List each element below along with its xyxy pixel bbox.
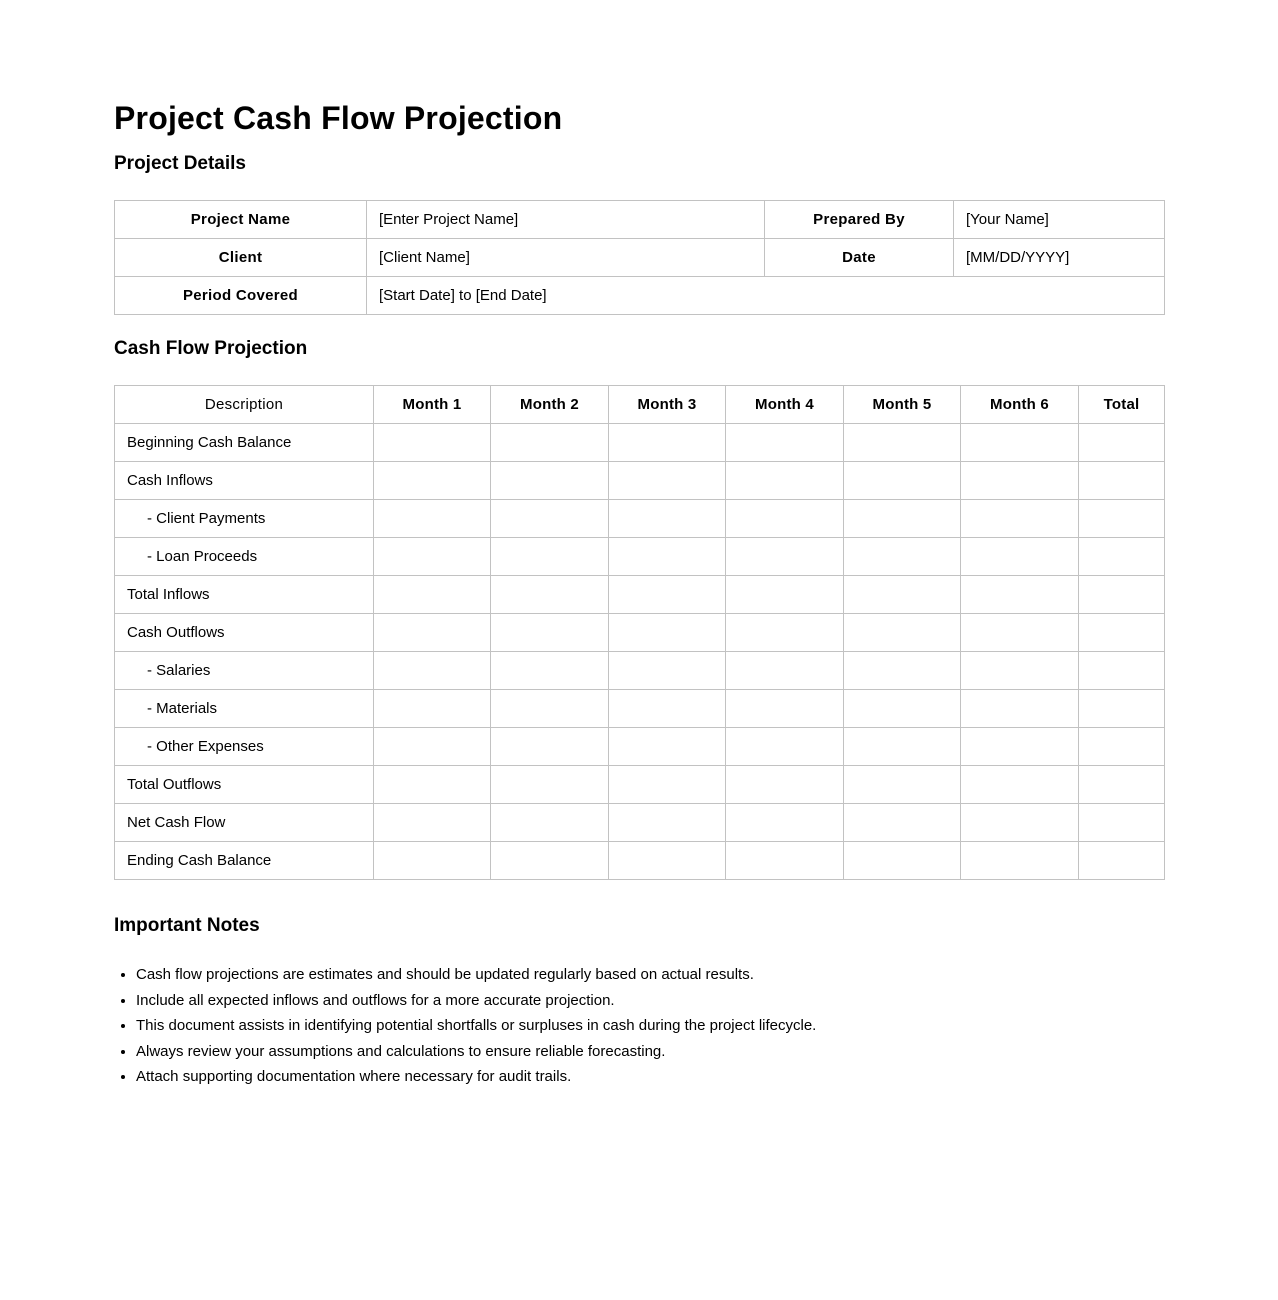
table-row [115, 728, 1165, 766]
value-cell[interactable] [961, 728, 1079, 766]
row-label: Total Inflows [115, 576, 374, 614]
value-cell[interactable] [374, 728, 491, 766]
value-cell[interactable] [1079, 690, 1165, 728]
value-cell[interactable] [374, 652, 491, 690]
column-header-month-5: Month 5 [844, 386, 961, 424]
table-row [115, 538, 1165, 576]
value-cell[interactable] [374, 576, 491, 614]
value-cell[interactable] [609, 538, 726, 576]
value-cell[interactable] [491, 804, 609, 842]
value-cell[interactable] [726, 500, 844, 538]
client-value[interactable]: [Client Name] [367, 239, 765, 277]
value-cell[interactable] [1079, 766, 1165, 804]
value-cell[interactable] [491, 614, 609, 652]
value-cell[interactable] [374, 842, 491, 880]
value-cell[interactable] [961, 766, 1079, 804]
row-label: - Client Payments [115, 500, 374, 538]
period-covered-label: Period Covered [115, 277, 367, 315]
value-cell[interactable] [1079, 804, 1165, 842]
table-row [115, 690, 1165, 728]
value-cell[interactable] [374, 538, 491, 576]
value-cell[interactable] [1079, 576, 1165, 614]
value-cell[interactable] [491, 690, 609, 728]
value-cell[interactable] [726, 424, 844, 462]
value-cell[interactable] [726, 842, 844, 880]
value-cell[interactable] [844, 424, 961, 462]
value-cell[interactable] [609, 728, 726, 766]
list-item: • Always review your assumptions and calculations to ensure reliable forecasting. [136, 1039, 1164, 1065]
value-cell[interactable] [609, 690, 726, 728]
client-label: Client [115, 239, 367, 277]
value-cell[interactable] [1079, 842, 1165, 880]
cash-flow-table [114, 385, 1165, 880]
value-cell[interactable] [961, 652, 1079, 690]
row-label: - Loan Proceeds [115, 538, 374, 576]
table-row [115, 462, 1165, 500]
notes-list [114, 962, 1164, 1090]
value-cell[interactable] [609, 766, 726, 804]
value-cell[interactable] [491, 538, 609, 576]
date-label: Date [765, 239, 954, 277]
row-label: Beginning Cash Balance [115, 424, 374, 462]
value-cell[interactable] [491, 728, 609, 766]
column-header-month-3: Month 3 [609, 386, 726, 424]
project-details-table [114, 200, 1165, 315]
column-header-description: Description [115, 386, 374, 424]
value-cell[interactable] [609, 576, 726, 614]
value-cell[interactable] [491, 500, 609, 538]
date-value[interactable]: [MM/DD/YYYY] [954, 239, 1165, 277]
value-cell[interactable] [844, 728, 961, 766]
value-cell[interactable] [844, 842, 961, 880]
value-cell[interactable] [844, 614, 961, 652]
value-cell[interactable] [374, 500, 491, 538]
value-cell[interactable] [844, 652, 961, 690]
value-cell[interactable] [1079, 614, 1165, 652]
value-cell[interactable] [609, 652, 726, 690]
value-cell[interactable] [961, 804, 1079, 842]
cash-flow-header-row [115, 386, 1165, 424]
value-cell[interactable] [961, 424, 1079, 462]
table-row [115, 766, 1165, 804]
row-label: Cash Outflows [115, 614, 374, 652]
value-cell[interactable] [374, 462, 491, 500]
value-cell[interactable] [374, 766, 491, 804]
value-cell[interactable] [961, 690, 1079, 728]
value-cell[interactable] [726, 690, 844, 728]
value-cell[interactable] [374, 690, 491, 728]
value-cell[interactable] [1079, 538, 1165, 576]
value-cell[interactable] [726, 614, 844, 652]
details-row-client [115, 239, 1165, 277]
value-cell[interactable] [374, 804, 491, 842]
value-cell[interactable] [726, 576, 844, 614]
value-cell[interactable] [491, 462, 609, 500]
value-cell[interactable] [1079, 500, 1165, 538]
cash-flow-heading: Cash Flow Projection [114, 338, 308, 359]
project-name-value[interactable]: [Enter Project Name] [367, 201, 765, 239]
row-label: Net Cash Flow [115, 804, 374, 842]
value-cell[interactable] [1079, 424, 1165, 462]
value-cell[interactable] [609, 500, 726, 538]
value-cell[interactable] [844, 500, 961, 538]
value-cell[interactable] [726, 538, 844, 576]
value-cell[interactable] [609, 614, 726, 652]
list-item: • Attach supporting documentation where necessary for audit trails. [136, 1064, 1164, 1090]
value-cell[interactable] [844, 462, 961, 500]
value-cell[interactable] [961, 462, 1079, 500]
value-cell[interactable] [609, 842, 726, 880]
value-cell[interactable] [491, 842, 609, 880]
value-cell[interactable] [1079, 652, 1165, 690]
row-label: - Other Expenses [115, 728, 374, 766]
value-cell[interactable] [374, 424, 491, 462]
row-label: Ending Cash Balance [115, 842, 374, 880]
value-cell[interactable] [1079, 462, 1165, 500]
value-cell[interactable] [844, 766, 961, 804]
table-row [115, 424, 1165, 462]
list-item: • Include all expected inflows and outflows for a more accurate projection. [136, 988, 1164, 1014]
value-cell[interactable] [374, 614, 491, 652]
table-row [115, 614, 1165, 652]
project-name-label: Project Name [115, 201, 367, 239]
value-cell[interactable] [491, 652, 609, 690]
list-item: • This document assists in identifying potential shortfalls or surpluses in cash during the project lifecycle. [136, 1013, 1164, 1039]
period-covered-value[interactable]: [Start Date] to [End Date] [367, 277, 1165, 315]
value-cell[interactable] [844, 576, 961, 614]
value-cell[interactable] [609, 804, 726, 842]
table-row [115, 576, 1165, 614]
value-cell[interactable] [961, 576, 1079, 614]
table-row [115, 804, 1165, 842]
value-cell[interactable] [961, 842, 1079, 880]
table-row [115, 652, 1165, 690]
details-row-project-name [115, 201, 1165, 239]
value-cell[interactable] [609, 424, 726, 462]
value-cell[interactable] [1079, 728, 1165, 766]
page-title: Project Cash Flow Projection [114, 100, 563, 136]
value-cell[interactable] [961, 614, 1079, 652]
row-label: - Materials [115, 690, 374, 728]
value-cell[interactable] [491, 576, 609, 614]
value-cell[interactable] [726, 652, 844, 690]
column-header-month-1: Month 1 [374, 386, 491, 424]
value-cell[interactable] [491, 766, 609, 804]
project-details-heading: Project Details [114, 153, 246, 174]
important-notes-heading: Important Notes [114, 915, 260, 936]
row-label: Total Outflows [115, 766, 374, 804]
table-row [115, 500, 1165, 538]
row-label: Cash Inflows [115, 462, 374, 500]
value-cell[interactable] [726, 462, 844, 500]
value-cell[interactable] [726, 766, 844, 804]
list-item: • Cash flow projections are estimates and should be updated regularly based on actual results. [136, 962, 1164, 988]
column-header-month-6: Month 6 [961, 386, 1079, 424]
prepared-by-value[interactable]: [Your Name] [954, 201, 1165, 239]
row-label: - Salaries [115, 652, 374, 690]
value-cell[interactable] [726, 728, 844, 766]
details-row-period [115, 277, 1165, 315]
value-cell[interactable] [844, 538, 961, 576]
value-cell[interactable] [961, 538, 1079, 576]
cash-flow-body [115, 424, 1165, 880]
column-header-month-4: Month 4 [726, 386, 844, 424]
value-cell[interactable] [961, 500, 1079, 538]
value-cell[interactable] [844, 690, 961, 728]
column-header-month-2: Month 2 [491, 386, 609, 424]
value-cell[interactable] [491, 424, 609, 462]
column-header-total: Total [1079, 386, 1165, 424]
table-row [115, 842, 1165, 880]
value-cell[interactable] [844, 804, 961, 842]
value-cell[interactable] [726, 804, 844, 842]
prepared-by-label: Prepared By [765, 201, 954, 239]
value-cell[interactable] [609, 462, 726, 500]
